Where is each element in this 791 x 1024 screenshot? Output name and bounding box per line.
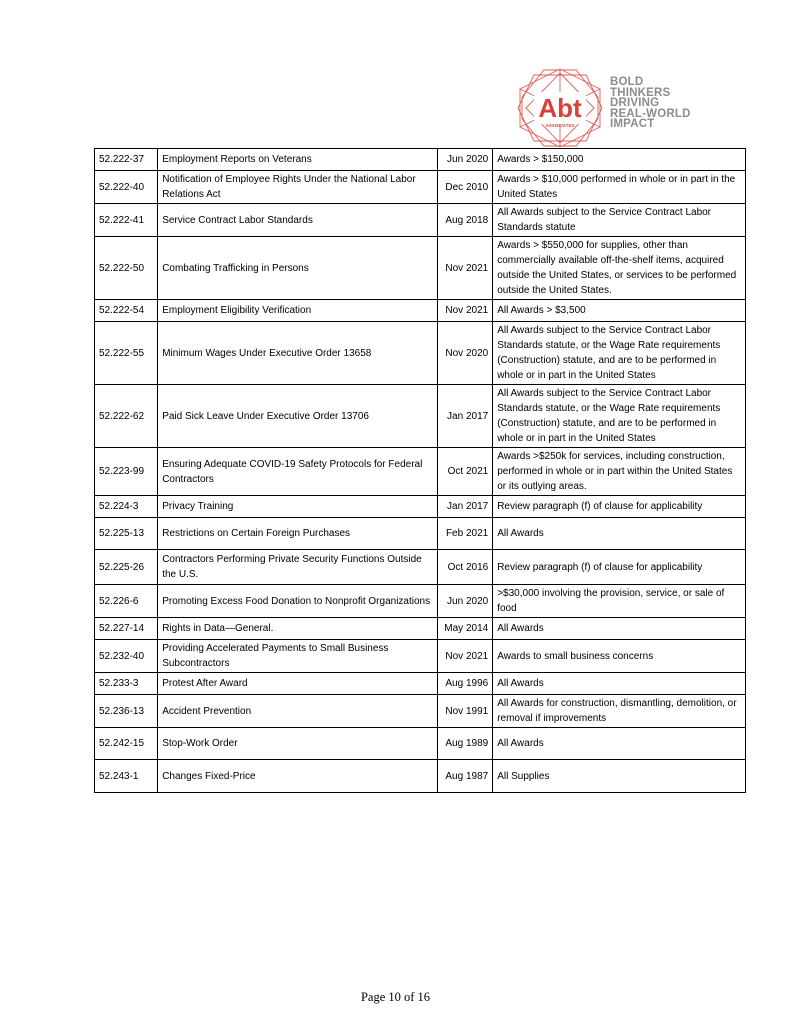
clause-applicability: All Supplies bbox=[493, 760, 746, 793]
tagline-line: BOLD bbox=[610, 76, 644, 88]
clause-date: Nov 1991 bbox=[438, 695, 493, 728]
clause-applicability: Review paragraph (f) of clause for applicability bbox=[493, 550, 746, 585]
clause-applicability: All Awards bbox=[493, 518, 746, 550]
table-row bbox=[95, 496, 746, 518]
clause-applicability: Awards > $10,000 performed in whole or in part in the United States bbox=[493, 171, 746, 204]
table-row bbox=[95, 728, 746, 760]
clause-applicability: All Awards bbox=[493, 618, 746, 640]
clause-title: Minimum Wages Under Executive Order 13658 bbox=[158, 322, 438, 385]
table-row bbox=[95, 585, 746, 618]
clause-title: Changes Fixed-Price bbox=[158, 760, 438, 793]
clause-title: Providing Accelerated Payments to Small Business Subcontractors bbox=[158, 640, 438, 673]
clause-applicability: All Awards > $3,500 bbox=[493, 300, 746, 322]
clause-date: Aug 2018 bbox=[438, 204, 493, 237]
clause-date: Aug 1996 bbox=[438, 673, 493, 695]
clause-date: Jun 2020 bbox=[438, 149, 493, 171]
clause-number: 52.242-15 bbox=[95, 728, 158, 760]
clause-title: Promoting Excess Food Donation to Nonprofit Organizations bbox=[158, 585, 438, 618]
clause-number: 52.227-14 bbox=[95, 618, 158, 640]
clause-applicability: Awards >$250k for services, including construction, performed in whole or in part within the United States or its outlying areas. bbox=[493, 448, 746, 496]
far-clauses-table bbox=[94, 148, 746, 793]
clause-number: 52.222-55 bbox=[95, 322, 158, 385]
clause-title: Notification of Employee Rights Under the National Labor Relations Act bbox=[158, 171, 438, 204]
clause-date: Nov 2021 bbox=[438, 640, 493, 673]
clause-applicability: All Awards for construction, dismantling, demolition, or removal if improvements bbox=[493, 695, 746, 728]
clause-date: Jun 2020 bbox=[438, 585, 493, 618]
clause-title: Employment Eligibility Verification bbox=[158, 300, 438, 322]
clause-title: Employment Reports on Veterans bbox=[158, 149, 438, 171]
clause-title: Accident Prevention bbox=[158, 695, 438, 728]
abt-logo-subtext: ASSOCIATES bbox=[545, 123, 575, 128]
table-row bbox=[95, 385, 746, 448]
table-row bbox=[95, 618, 746, 640]
clause-applicability: Review paragraph (f) of clause for applicability bbox=[493, 496, 746, 518]
clause-number: 52.222-41 bbox=[95, 204, 158, 237]
clause-title: Stop-Work Order bbox=[158, 728, 438, 760]
clause-title: Contractors Performing Private Security Functions Outside the U.S. bbox=[158, 550, 438, 585]
clause-date: May 2014 bbox=[438, 618, 493, 640]
clause-number: 52.222-54 bbox=[95, 300, 158, 322]
logo-tagline bbox=[610, 77, 691, 130]
clause-applicability: Awards to small business concerns bbox=[493, 640, 746, 673]
table-row bbox=[95, 237, 746, 300]
tagline-line: IMPACT bbox=[610, 118, 655, 130]
table-row bbox=[95, 518, 746, 550]
clause-date: Dec 2010 bbox=[438, 171, 493, 204]
clause-applicability: Awards > $150,000 bbox=[493, 149, 746, 171]
table-row bbox=[95, 760, 746, 793]
clause-applicability: All Awards bbox=[493, 673, 746, 695]
table-row bbox=[95, 640, 746, 673]
table-row bbox=[95, 204, 746, 237]
table-row bbox=[95, 300, 746, 322]
table-row bbox=[95, 673, 746, 695]
clause-date: Oct 2016 bbox=[438, 550, 493, 585]
abt-logo-text: Abt bbox=[538, 93, 582, 123]
clause-number: 52.222-40 bbox=[95, 171, 158, 204]
table-row bbox=[95, 322, 746, 385]
clause-number: 52.232-40 bbox=[95, 640, 158, 673]
tagline-line: DRIVING bbox=[610, 97, 660, 109]
clause-number: 52.222-37 bbox=[95, 149, 158, 171]
clause-title: Rights in Data—General. bbox=[158, 618, 438, 640]
clauses-table-body bbox=[95, 149, 746, 793]
clause-title: Restrictions on Certain Foreign Purchases bbox=[158, 518, 438, 550]
clause-date: Nov 2021 bbox=[438, 237, 493, 300]
clause-number: 52.222-50 bbox=[95, 237, 158, 300]
clause-applicability: Awards > $550,000 for supplies, other than commercially available off-the-shelf items, acquired outside the United States, or services to be performed outside the United States. bbox=[493, 237, 746, 300]
clause-title: Protest After Award bbox=[158, 673, 438, 695]
table-row bbox=[95, 550, 746, 585]
clause-number: 52.233-3 bbox=[95, 673, 158, 695]
clause-date: Nov 2021 bbox=[438, 300, 493, 322]
clause-number: 52.236-13 bbox=[95, 695, 158, 728]
clause-date: Jan 2017 bbox=[438, 385, 493, 448]
table-row bbox=[95, 448, 746, 496]
clause-title: Paid Sick Leave Under Executive Order 13706 bbox=[158, 385, 438, 448]
clause-title: Combating Trafficking in Persons bbox=[158, 237, 438, 300]
clause-number: 52.224-3 bbox=[95, 496, 158, 518]
table-row bbox=[95, 695, 746, 728]
table-row bbox=[95, 171, 746, 204]
tagline-line: THINKERS bbox=[610, 86, 671, 99]
tagline-line: REAL-WORLD bbox=[610, 107, 691, 120]
clause-number: 52.223-99 bbox=[95, 448, 158, 496]
clause-date: Jan 2017 bbox=[438, 496, 493, 518]
clause-applicability: All Awards subject to the Service Contract Labor Standards statute bbox=[493, 204, 746, 237]
abt-logo-mark bbox=[514, 67, 606, 149]
abt-logo bbox=[514, 67, 714, 149]
clause-number: 52.225-13 bbox=[95, 518, 158, 550]
table-row bbox=[95, 149, 746, 171]
clause-applicability: All Awards subject to the Service Contract Labor Standards statute, or the Wage Rate requirements (Construction) statute, and are to be performed in whole or in part in the United States bbox=[493, 385, 746, 448]
clause-applicability: All Awards subject to the Service Contract Labor Standards statute, or the Wage Rate requirements (Construction) statute, and are to be performed in whole or in part in the United States bbox=[493, 322, 746, 385]
clause-date: Aug 1987 bbox=[438, 760, 493, 793]
page-footer: Page 10 of 16 bbox=[360, 990, 431, 1004]
clause-number: 52.222-62 bbox=[95, 385, 158, 448]
clause-date: Oct 2021 bbox=[438, 448, 493, 496]
clause-date: Feb 2021 bbox=[438, 518, 493, 550]
clause-applicability: >$30,000 involving the provision, service, or sale of food bbox=[493, 585, 746, 618]
clause-title: Privacy Training bbox=[158, 496, 438, 518]
clause-date: Aug 1989 bbox=[438, 728, 493, 760]
clause-number: 52.226-6 bbox=[95, 585, 158, 618]
clause-number: 52.243-1 bbox=[95, 760, 158, 793]
clause-number: 52.225-26 bbox=[95, 550, 158, 585]
clause-title: Ensuring Adequate COVID-19 Safety Protocols for Federal Contractors bbox=[158, 448, 438, 496]
clause-applicability: All Awards bbox=[493, 728, 746, 760]
clause-date: Nov 2020 bbox=[438, 322, 493, 385]
clause-title: Service Contract Labor Standards bbox=[158, 204, 438, 237]
